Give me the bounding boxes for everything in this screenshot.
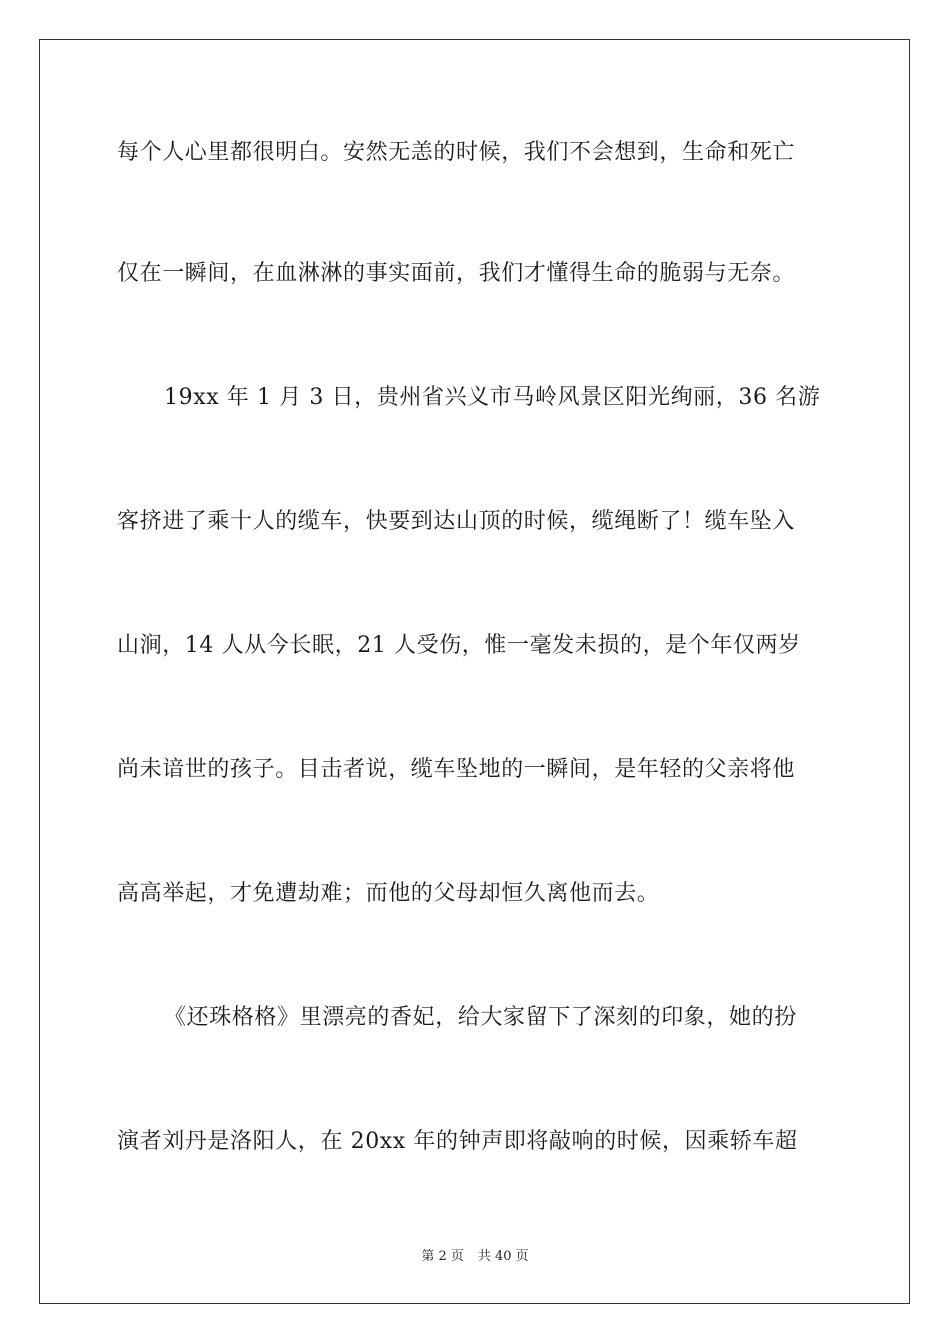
text-line-1: 每个人心里都很明白。安然无恙的时候，我们不会想到，生命和死亡 [117,140,796,165]
page-number: 第 2 页 [421,1249,464,1264]
page-total: 共 40 页 [477,1249,529,1264]
page-footer [0,1248,950,1266]
text-line-6: 尚未谙世的孩子。目击者说，缆车坠地的一瞬间，是年轻的父亲将他 [117,757,796,782]
text-line-8: 《还珠格格》里漂亮的香妃，给大家留下了深刻的印象，她的扮 [164,1005,797,1030]
text-line-9: 演者刘丹是洛阳人，在 20xx 年的钟声即将敲响的时候，因乘轿车超 [117,1129,798,1154]
text-line-2: 仅在一瞬间，在血淋淋的事实面前，我们才懂得生命的脆弱与无奈。 [117,261,796,286]
text-line-4: 客挤进了乘十人的缆车，快要到达山顶的时候，缆绳断了！缆车坠入 [117,509,796,534]
text-line-7: 高高举起，才免遭劫难；而他的父母却恒久离他而去。 [117,881,660,906]
text-line-5: 山涧，14 人从今长眠，21 人受伤，惟一毫发未损的，是个年仅两岁 [117,633,801,658]
page-frame [39,39,910,1304]
text-line-3: 19xx 年 1 月 3 日，贵州省兴义市马岭风景区阳光绚丽，36 名游 [164,385,821,410]
